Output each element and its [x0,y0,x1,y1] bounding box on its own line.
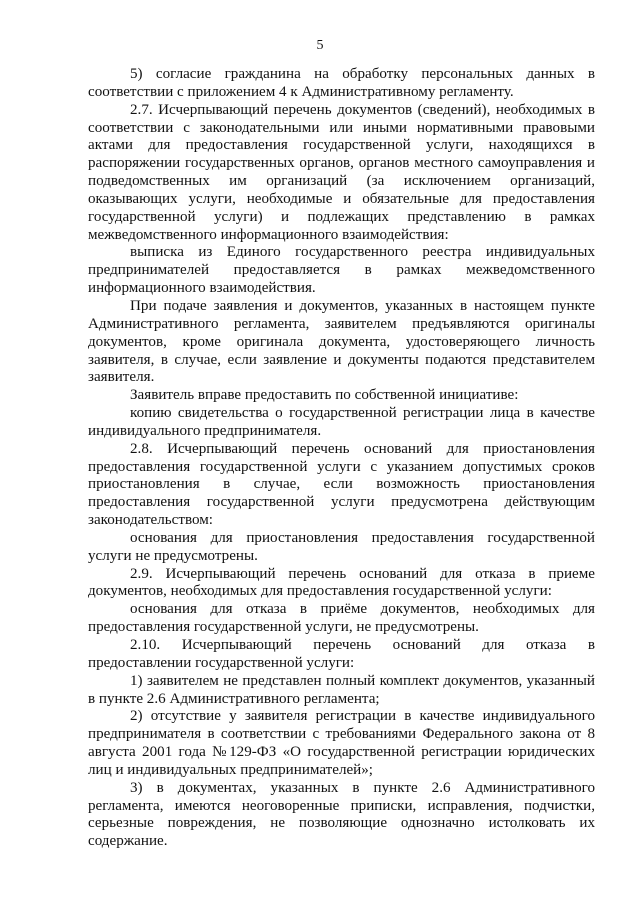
paragraph-egrip-extract: выписка из Единого государственного реестра индивидуальных предпринимателей предоставляется в рамках межведомственного информационного взаимодействия. [88,244,595,297]
paragraph-section-2-9: 2.9. Исчерпывающий перечень оснований для отказа в приеме документов, необходимых для предоставления государственной услуги: [88,565,595,600]
document-body [88,66,595,851]
paragraph-no-suspension: основания для приостановления предоставления государственной услуги не предусмотрены. [88,529,595,564]
paragraph-consent-item-5: 5) согласие гражданина на обработку персональных данных в соответствии с приложением 4 к Административному регламенту. [88,66,595,100]
paragraph-section-2-8: 2.8. Исчерпывающий перечень оснований для приостановления предоставления государственной услуги с указанием допустимых сроков приостановления в случае, если возможность приостановления предоставления государственной услуги предусмотрена действующим законодательством: [88,440,595,529]
paragraph-refusal-item-3: 3) в документах, указанных в пункте 2.6 Административного регламента, имеются неоговоренные приписки, исправления, подчистки, серьезные повреждения, не позволяющие однозначно истолковать их содержание. [88,779,595,850]
paragraph-section-2-7: 2.7. Исчерпывающий перечень документов (сведений), необходимых в соответствии с законодательными или иными нормативными правовыми актами для предоставления государственной услуги, находящихся в распоряжении государственных органов, органов местного самоуправления и подведомственных им организаций (за исключением организаций, оказывающих услуги, необходимые и обязательные для предоставления государственной услуги) и подлежащих представлению в рамках межведомственного информационного взаимодействия: [88,101,595,243]
page-number: 5 [316,38,324,53]
paragraph-own-initiative: Заявитель вправе предоставить по собственной инициативе: [130,387,519,404]
paragraph-certificate-copy: копию свидетельства о государственной регистрации лица в качестве индивидуального предпринимателя. [88,405,595,439]
paragraph-refusal-item-1: 1) заявителем не представлен полный комплект документов, указанный в пункте 2.6 Административного регламента; [88,672,595,707]
paragraph-no-refusal-documents: основания для отказа в приёме документов, необходимых для предоставления государственной услуги, не предусмотрены. [88,601,595,636]
paragraph-section-2-10: 2.10. Исчерпывающий перечень оснований для отказа в предоставлении государственной услуги: [88,637,595,671]
paragraph-refusal-item-2: 2) отсутствие у заявителя регистрации в качестве индивидуального предпринимателя в соответствии с требованиями Федерального закона от 8 августа 2001 года №129-ФЗ «О государственной регистрации юридических лиц и индивидуальных предпринимателей»; [88,708,595,778]
paragraph-originals: При подаче заявления и документов, указанных в настоящем пункте Административного регламента, заявителем предъявляются оригиналы документов, кроме оригинала документа, удостоверяющего личность заявителя, в случае, если заявление и документы подаются представителем заявителя. [88,297,595,386]
